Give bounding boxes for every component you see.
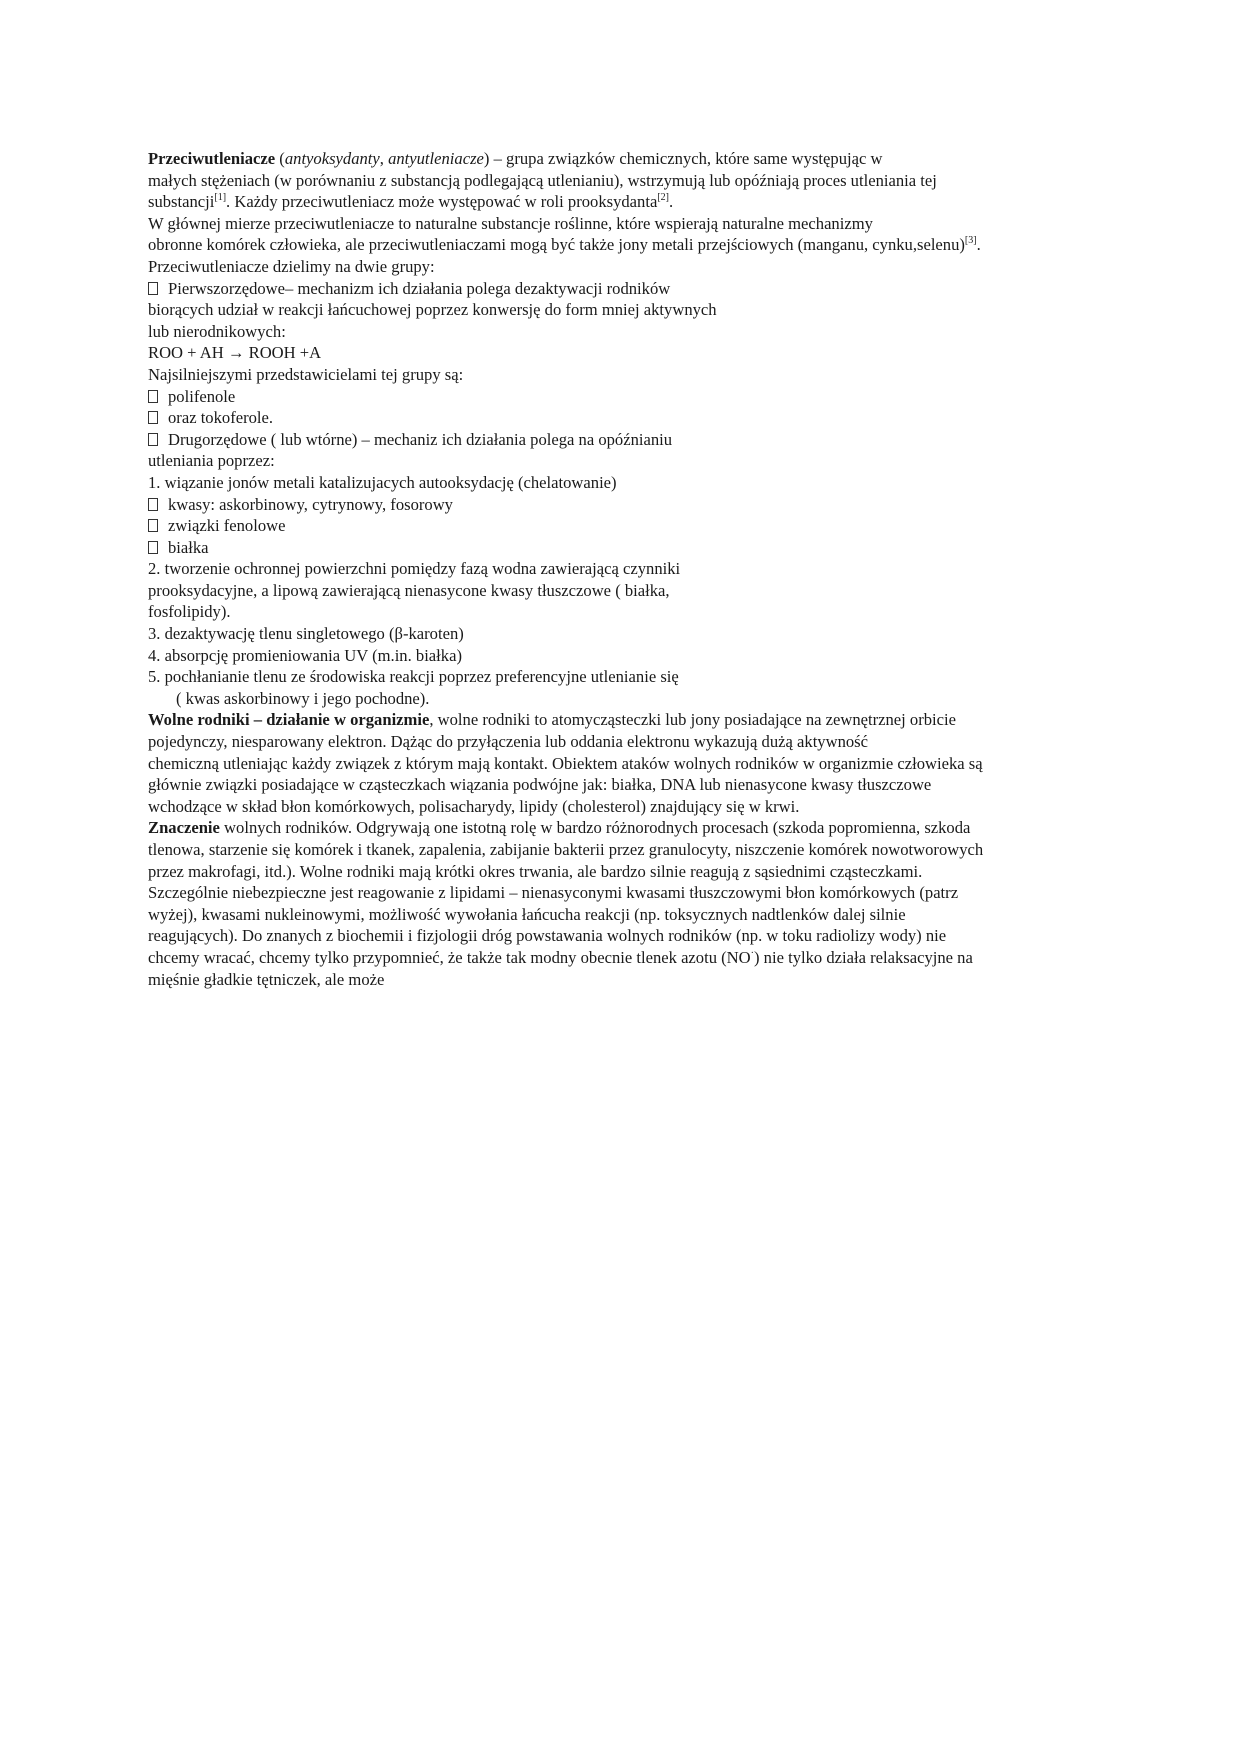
p1-line2: małych stężeniach (w porównaniu z substancją podlegającą utlenianiu), wstrzymują lub opóźniają proces utleniania tej xyxy=(148,170,937,190)
term-title: Przeciwutleniacze xyxy=(148,149,276,168)
p2-line1: W głównej mierze przeciwutleniacze to naturalne substancje roślinne, które wspierają naturalne mechanizmy xyxy=(148,213,873,233)
secondary-point-4: 4. absorpcję promieniowania UV (m.in. białka) xyxy=(148,645,462,665)
list-item: polifenole xyxy=(148,386,1098,408)
significance-title: Znaczenie xyxy=(148,818,220,838)
radicals-line1: Wolne rodniki – działanie w organizmie, wolne rodniki to atomycząsteczki lub jony posiadające na zewnętrznej orbicie xyxy=(148,710,956,730)
secondary-point-2-cont: fosfolipidy). xyxy=(148,602,231,622)
significance-line5: wyżej), kwasami nukleinowymi, możliwość wywołania łańcucha reakcji (np. toksycznych nadtlenków dalej silnie xyxy=(148,904,906,924)
radicals-line5: wchodzące w skład błon komórkowych, polisacharydy, lipidy (cholesterol) znajdujący się w krwi. xyxy=(148,796,800,816)
list-item: związki fenolowe xyxy=(148,515,1098,537)
secondary-point-1: 1. wiązanie jonów metali katalizujacych autooksydację (chelatowanie) xyxy=(148,472,617,492)
radicals-line3: chemiczną utleniając każdy związek z którym mają kontakt. Obiektem ataków wolnych rodników w organizmie człowieka są xyxy=(148,753,983,773)
radicals-title: Wolne rodniki – działanie w organizmie xyxy=(148,710,430,730)
list-item: oraz tokoferole. xyxy=(148,407,1098,429)
significance-line1: Znaczenie wolnych rodników. Odgrywają one istotną rolę w bardzo różnorodnych procesach (szkoda popromienna, szkoda xyxy=(148,818,971,838)
list-item: białka xyxy=(148,537,1098,559)
bullet-icon xyxy=(148,433,158,446)
secondary-point-2: 2. tworzenie ochronnej powierzchni pomiędzy fazą wodna zawierającą czynniki xyxy=(148,559,681,579)
groups-intro: Przeciwutleniacze dzielimy na dwie grupy: xyxy=(148,256,435,276)
significance-line8: mięśnie gładkie tętniczek, ale może xyxy=(148,969,385,989)
bullet-icon xyxy=(148,282,158,295)
primary-line2: biorących udział w reakcji łańcuchowej poprzez konwersję do form mniej aktywnych xyxy=(148,300,717,320)
secondary-heading: Drugorzędowe ( lub wtórne) – mechaniz ich działania polega na opóźnianiu xyxy=(148,429,1098,451)
significance-line6: reagujących). Do znanych z biochemii i fizjologii dróg powstawania wolnych rodników (np. w toku radiolizy wody) nie xyxy=(148,926,947,946)
significance-line7: chcemy wracać, chcemy tylko przypomnieć, że także tak modny obecnie tlenek azotu (NO·) nie tylko działa relaksacyjne na xyxy=(148,947,973,967)
reaction-equation: ROO + AH → ROOH +A xyxy=(148,343,322,363)
p2-line2: obronne komórek człowieka, ale przeciwutleniaczami mogą być także jony metali przejściowych (manganu, cynku,selenu)[3]. xyxy=(148,235,981,255)
representatives-intro: Najsilniejszymi przedstawicielami tej grupy są: xyxy=(148,364,464,384)
bullet-icon xyxy=(148,519,158,532)
secondary-point-5: 5. pochłanianie tlenu ze środowiska reakcji poprzez preferencyjne utlenianie się xyxy=(148,667,679,687)
primary-line3: lub nierodnikowych: xyxy=(148,321,286,341)
p1-line1: Przeciwutleniacze (antyoksydanty, antyutleniacze) – grupa związków chemicznych, które same występując w xyxy=(148,149,883,168)
secondary-point-2-cont: prooksydacyjne, a lipową zawierającą nienasycone kwasy tłuszczowe ( białka, xyxy=(148,580,670,600)
list-item: kwasy: askorbinowy, cytrynowy, fosorowy xyxy=(148,494,1098,516)
radicals-line2: pojedynczy, niesparowany elektron. Dążąc do przyłączenia lub oddania elektronu wykazują dużą aktywność xyxy=(148,732,868,752)
footnote-ref-1[interactable]: [1] xyxy=(214,192,227,204)
bullet-icon xyxy=(148,541,158,554)
bullet-icon xyxy=(148,390,158,403)
secondary-line2: utleniania poprzez: xyxy=(148,451,275,471)
p1-line3: substancji[1]. Każdy przeciwutleniacz może występować w roli prooksydanta[2]. xyxy=(148,192,674,212)
radicals-line4: głównie związki posiadające w cząsteczkach wiązania podwójne jak: białka, DNA lub nienasycone kwasy tłuszczowe xyxy=(148,775,932,795)
significance-line4: Szczególnie niebezpieczne jest reagowanie z lipidami – nienasyconymi kwasami tłuszczowymi błon komórkowych (patrz xyxy=(148,883,959,903)
significance-line2: tlenowa, starzenie się komórek i tkanek, zapalenia, zabijanie bakterii przez granulocyty, niszczenie komórek nowotworowych xyxy=(148,840,984,859)
bullet-icon xyxy=(148,498,158,511)
secondary-point-3: 3. dezaktywację tlenu singletowego (β-karoten) xyxy=(148,624,464,644)
footnote-ref-2[interactable]: [2] xyxy=(657,192,669,204)
document-page xyxy=(148,148,1098,990)
primary-heading: Pierwszorzędowe– mechanizm ich działania polega dezaktywacji rodników xyxy=(148,278,1098,300)
bullet-icon xyxy=(148,411,158,424)
radical-dot: · xyxy=(750,947,754,959)
significance-line3: przez makrofagi, itd.). Wolne rodniki mają krótki okres trwania, ale bardzo silnie reagują z sąsiednimi cząsteczkami. xyxy=(148,861,923,881)
secondary-point-5-cont: ( kwas askorbinowy i jego pochodne). xyxy=(176,688,430,708)
footnote-ref-3[interactable]: [3] xyxy=(964,235,977,247)
